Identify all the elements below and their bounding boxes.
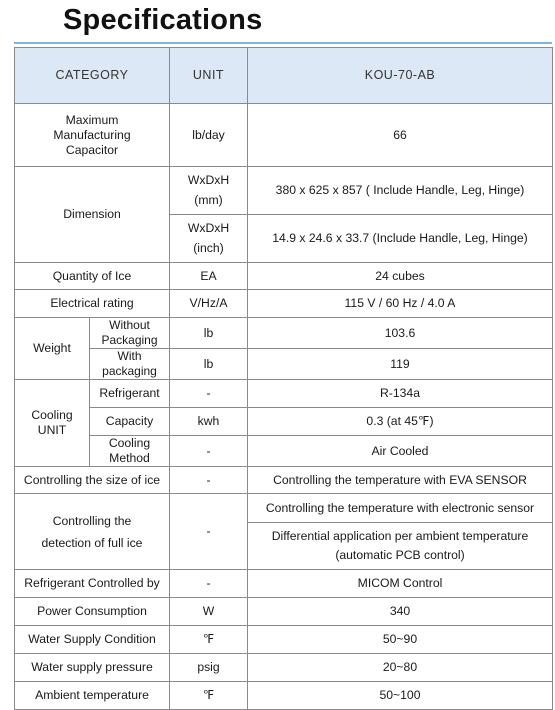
- unit-line: WxDxH: [187, 173, 230, 187]
- row-unit: -: [170, 570, 248, 598]
- header-category: CATEGORY: [15, 48, 170, 104]
- row-unit: lb: [170, 318, 248, 349]
- row-unit: -: [170, 436, 248, 467]
- row-label: Dimension: [15, 167, 170, 263]
- unit-line: (inch): [193, 241, 224, 255]
- row-value: Air Cooled: [248, 436, 553, 467]
- header-unit: UNIT: [170, 48, 248, 104]
- row-unit: [170, 215, 248, 263]
- table-row: [15, 570, 553, 598]
- row-label: Weight: [15, 318, 90, 380]
- title-divider: [14, 42, 552, 44]
- table-row: [15, 167, 553, 215]
- sub-label: Without Packaging: [90, 318, 170, 349]
- table-row: [15, 598, 553, 626]
- row-value: 115 V / 60 Hz / 4.0 A: [248, 290, 553, 318]
- row-unit: -: [170, 494, 248, 570]
- row-unit: W: [170, 598, 248, 626]
- row-label: Ambient temperature: [15, 682, 170, 710]
- row-value: Controlling the temperature with electronic sensor: [248, 494, 553, 523]
- row-value: R-134a: [248, 380, 553, 408]
- unit-line: WxDxH: [187, 221, 230, 235]
- row-value: 119: [248, 349, 553, 380]
- table-row: [15, 380, 553, 408]
- row-unit: ℉: [170, 682, 248, 710]
- row-unit: ℉: [170, 626, 248, 654]
- table-row: [15, 654, 553, 682]
- row-value: 380 x 625 x 857 ( Include Handle, Leg, Hinge): [248, 167, 553, 215]
- row-unit: -: [170, 380, 248, 408]
- table-row: [15, 436, 553, 467]
- header-row: [15, 48, 553, 104]
- row-label: Water supply pressure: [15, 654, 170, 682]
- row-label: Water Supply Condition: [15, 626, 170, 654]
- sub-label: Capacity: [90, 408, 170, 436]
- row-unit: [170, 167, 248, 215]
- table-row: [15, 318, 553, 349]
- row-value: 0.3 (at 45℉): [248, 408, 553, 436]
- sub-label: Cooling Method: [90, 436, 170, 467]
- value-line: (automatic PCB control): [335, 548, 465, 562]
- row-value: 50~100: [248, 682, 553, 710]
- full-ice-label: Controlling the detection of full ice: [41, 513, 143, 550]
- table-row: [15, 349, 553, 380]
- row-value: 14.9 x 24.6 x 33.7 (Include Handle, Leg, Hinge): [248, 215, 553, 263]
- row-label: [15, 380, 90, 467]
- row-value: 103.6: [248, 318, 553, 349]
- row-label: Power Consumption: [15, 598, 170, 626]
- row-unit: lb/day: [170, 104, 248, 167]
- table-row: [15, 682, 553, 710]
- cooling-unit-label: Cooling UNIT: [31, 408, 73, 437]
- row-value: [248, 523, 553, 570]
- row-label: Refrigerant Controlled by: [15, 570, 170, 598]
- row-value: 66: [248, 104, 553, 167]
- header-model: KOU-70-AB: [248, 48, 553, 104]
- row-value: MICOM Control: [248, 570, 553, 598]
- row-value: Controlling the temperature with EVA SENSOR: [248, 467, 553, 494]
- row-unit: -: [170, 467, 248, 494]
- row-label: Controlling the size of ice: [15, 467, 170, 494]
- page-title: Specifications: [63, 4, 263, 36]
- specifications-table: [14, 47, 553, 710]
- row-unit: lb: [170, 349, 248, 380]
- table-row: [15, 104, 553, 167]
- sub-label: With packaging: [90, 349, 170, 380]
- row-unit: EA: [170, 263, 248, 290]
- value-line: Differential application per ambient temperature: [271, 529, 529, 543]
- table-row: [15, 626, 553, 654]
- table-row: [15, 408, 553, 436]
- row-value: 20~80: [248, 654, 553, 682]
- table-row: [15, 494, 553, 523]
- row-unit: psig: [170, 654, 248, 682]
- row-label: [15, 494, 170, 570]
- max-capacity-label: Maximum Manufacturing Capacitor: [53, 112, 131, 157]
- row-unit: kwh: [170, 408, 248, 436]
- row-label: Quantity of Ice: [15, 263, 170, 290]
- row-unit: V/Hz/A: [170, 290, 248, 318]
- table-row: [15, 263, 553, 290]
- row-value: 24 cubes: [248, 263, 553, 290]
- table-row: [15, 290, 553, 318]
- row-label: Electrical rating: [15, 290, 170, 318]
- row-value: 340: [248, 598, 553, 626]
- sub-label: Refrigerant: [90, 380, 170, 408]
- table-row: [15, 467, 553, 494]
- unit-line: (mm): [194, 193, 223, 207]
- row-value: 50~90: [248, 626, 553, 654]
- row-label: [15, 104, 170, 167]
